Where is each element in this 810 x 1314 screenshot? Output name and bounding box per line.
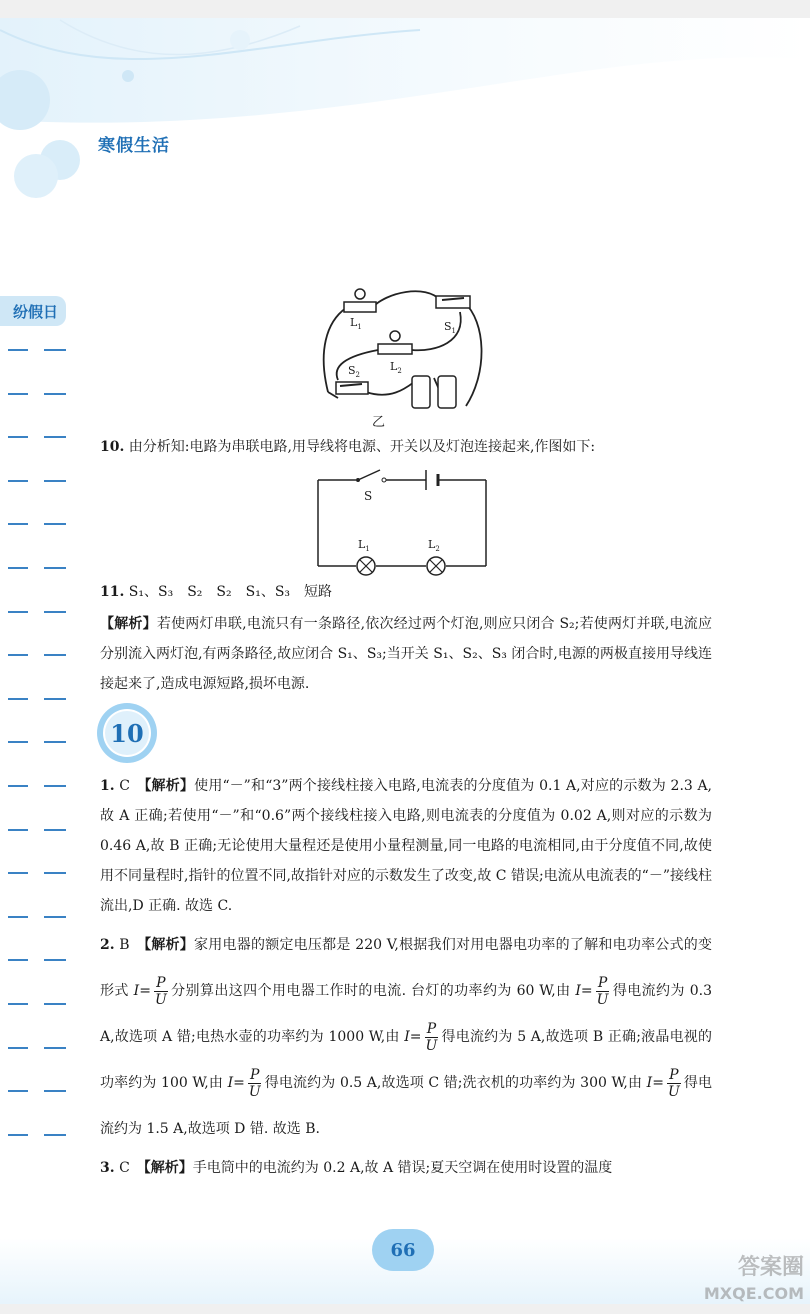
- answer-number: 11.: [100, 584, 125, 600]
- formula-fraction: $\frac{P}{U}$: [248, 1066, 261, 1100]
- side-dash: [44, 349, 66, 351]
- page-number: 66: [372, 1229, 434, 1271]
- side-dash: [44, 829, 66, 831]
- side-dash: [44, 872, 66, 874]
- switch-icon: [436, 296, 470, 308]
- side-tab: [0, 296, 66, 326]
- side-dash: [8, 829, 28, 831]
- side-dash: [44, 523, 66, 525]
- answer-number: 10.: [100, 439, 125, 455]
- formula-fraction: $\frac{P}{U}$: [596, 974, 609, 1008]
- side-dash: [8, 1003, 28, 1005]
- formula-i: I: [133, 983, 140, 999]
- answer-text: S₁、S₃ S₂ S₂ S₁、S₃ 短路: [124, 584, 333, 600]
- analysis-text: 分别算出这四个用电器工作时的电流. 台灯的功率约为 60 W,由: [170, 983, 576, 999]
- answer-3: [100, 1153, 712, 1183]
- l2-label: L: [390, 360, 398, 373]
- battery-icon: [412, 376, 430, 408]
- analysis-tag: 【解析】: [100, 616, 157, 632]
- figure-caption: 乙: [372, 415, 386, 430]
- analysis-text: 得电流约为 5 A,故选项 B 正确;液晶电视的功率约为 100 W,由: [100, 1029, 712, 1091]
- answer-number: 1.: [100, 778, 115, 794]
- side-dash: [44, 741, 66, 743]
- side-dash: [8, 741, 28, 743]
- answer-number: 3.: [100, 1160, 115, 1176]
- analysis-text: 若使两灯串联,电流只有一条路径,依次经过两个灯泡,则应只闭合 S₂;若使两灯并联,电流应分别流入两灯泡,有两条路径,故应闭合 S₁、S₃;当开关 S₁、S₂、S₃ 闭合时,电源的两极直接用导线连接起来了,造成电源短路,损坏电源.: [100, 616, 712, 692]
- formula-fraction: $\frac{P}{U}$: [154, 974, 167, 1008]
- side-dash: [8, 785, 28, 787]
- answer-choice: B: [114, 937, 145, 953]
- side-dash: [8, 872, 28, 874]
- svg-text:S1: $S_1$: [444, 320, 457, 335]
- svg-text:L2: $L_2$: [390, 360, 402, 375]
- side-dash: [44, 567, 66, 569]
- watermark: 答案圈: [737, 1255, 804, 1280]
- side-dash: [44, 1090, 66, 1092]
- side-dash: [44, 1047, 66, 1049]
- answer-choice: C: [114, 1160, 144, 1176]
- side-dash: [44, 785, 66, 787]
- l1-label: L: [350, 316, 358, 329]
- answer-choice: C: [114, 778, 145, 794]
- l2-label: L: [428, 538, 436, 551]
- side-dash: [44, 393, 66, 395]
- side-dash: [8, 1090, 28, 1092]
- answer-1: [100, 771, 712, 921]
- analysis-text: 得电流约为 0.3 A,故选项 A 错;电热水壶的功率约为 1000 W,由: [100, 983, 712, 1045]
- analysis-11: [100, 609, 712, 699]
- analysis-tag: 【解析】: [144, 778, 195, 794]
- analysis-text: 手电筒中的电流约为 0.2 A,故 A 错误;夏天空调在使用时设置的温度: [192, 1160, 613, 1176]
- side-dash: [44, 654, 66, 656]
- header-title: 寒假生活: [98, 136, 170, 156]
- side-dash: [8, 698, 28, 700]
- side-dash: [44, 480, 66, 482]
- analysis-text: 家用电器的额定电压都是 220 V,根据我们对用电器电功率的了解和电功率公式的变形式: [100, 937, 713, 999]
- side-dash: [8, 436, 28, 438]
- side-dash: [44, 436, 66, 438]
- analysis-text: 得电流约为 1.5 A,故选项 D 错. 故选 B.: [100, 1075, 712, 1137]
- formula-fraction: $\frac{P}{U}$: [667, 1066, 680, 1100]
- side-dash: [44, 916, 66, 918]
- side-dash: [8, 480, 28, 482]
- side-tab-label: 纷假日: [12, 302, 58, 321]
- section-number: 10: [110, 718, 144, 748]
- battery-icon: [438, 376, 456, 408]
- side-dash: [8, 393, 28, 395]
- answer-text: 由分析知:电路为串联电路,用导线将电源、开关以及灯泡连接起来,作图如下:: [124, 439, 596, 455]
- header-decoration: [0, 0, 810, 230]
- l1-label: L: [358, 538, 366, 551]
- answer-10: [100, 432, 712, 462]
- circuit-diagram: [310, 462, 496, 580]
- answer-11: [100, 577, 712, 607]
- formula-eq: =: [139, 983, 151, 999]
- circuit-photo-figure: [316, 282, 492, 432]
- analysis-text: 得电流约为 0.5 A,故选项 C 错;洗衣机的功率约为 300 W,由: [264, 1075, 647, 1091]
- side-dash: [8, 349, 28, 351]
- formula-fraction: $\frac{P}{U}$: [425, 1020, 438, 1054]
- switch-label: S: [364, 489, 373, 503]
- s2-label: S: [348, 364, 356, 377]
- svg-text:L1: $L_1$: [358, 538, 370, 553]
- side-dash: [8, 611, 28, 613]
- lamp-icon: [390, 331, 400, 341]
- side-dash: [8, 959, 28, 961]
- side-dash: [8, 1047, 28, 1049]
- watermark-url: MXQE.COM: [703, 1284, 804, 1303]
- side-dash: [8, 654, 28, 656]
- analysis-text: 使用“－”和“3”两个接线柱接入电路,电流表的分度值为 0.1 A,对应的示数为 2.3 A,故 A 正确;若使用“－”和“0.6”两个接线柱接入电路,则电流表的分度值为 0.02 A,则对应的示数为 0.46 A,故 B 正确;无论使用大量程还是使用小量程测量,同一电路的电流相同,由于分度值不同,故使用不同量程时,指针的位置不同,故指针对应的示数发生了改变,故 C 错误;电流从电流表的“－”接线柱流出,D 正确. 故选 C.: [100, 778, 713, 914]
- side-dash: [8, 1134, 28, 1136]
- answer-number: 2.: [100, 937, 115, 953]
- side-dash: [44, 698, 66, 700]
- side-dash: [44, 611, 66, 613]
- lamp-icon: [355, 289, 365, 299]
- analysis-tag: 【解析】: [144, 937, 195, 953]
- switch-icon: [336, 382, 368, 394]
- side-dash: [8, 567, 28, 569]
- svg-text:L2: $L_2$: [428, 538, 440, 553]
- answer-2: 2. B 【解析】家用电器的额定电压都是 220 V,根据我们对用电器电功率的了解和电功率公式的变形式 I= $\frac{P}{U}$ 分别算出这四个用电器工作时的电流. 台灯的功率约为 60 W,由 I= $\frac{P}{U}$ 得电流约为 0.3 A,故选项 A 错;电热水壶的功率约为 1000 W,由 I= $\frac{P}{U}$ 得电流约为 5 A,故选项 B 正确;液晶电视的功率约为 100 W,由 I= $\frac{P}{U}$ 得电流约为 0.5 A,故选项 C 错;洗衣机的功率约为 300 W,由 I= $\frac{P}{U}$ 得电流约为 1.5 A,故选项 D 错. 故选 B.: [100, 937, 713, 1137]
- svg-text:L1: $L_1$: [350, 316, 362, 331]
- side-dash: [44, 1003, 66, 1005]
- side-dash: [44, 959, 66, 961]
- svg-text:S2: $S_2$: [348, 364, 361, 379]
- analysis-tag: 【解析】: [143, 1160, 193, 1176]
- lamp-base: [378, 344, 412, 354]
- s1-label: S: [444, 320, 452, 333]
- side-dash: [8, 916, 28, 918]
- side-dash: [8, 523, 28, 525]
- lamp-base: [344, 302, 376, 312]
- side-dash: [44, 1134, 66, 1136]
